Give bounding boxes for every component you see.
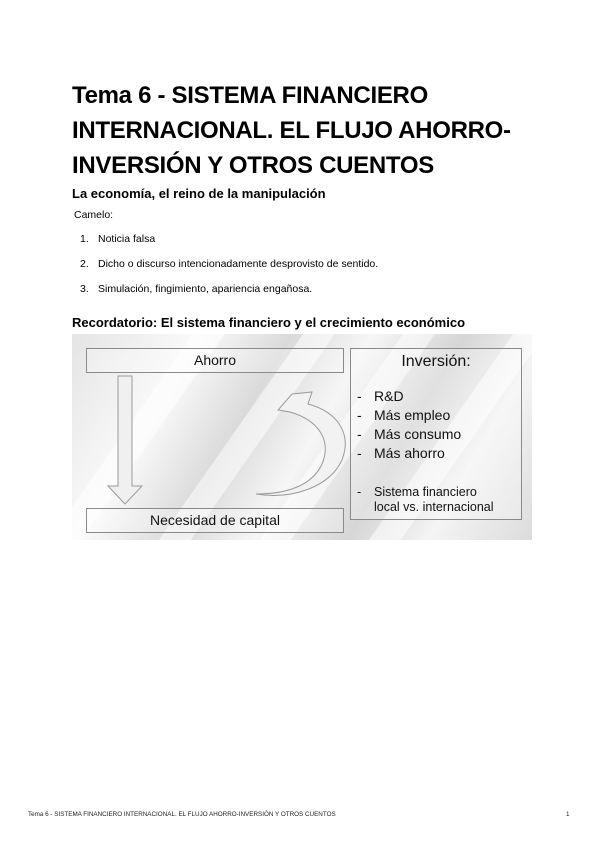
title-line-3: INVERSIÓN Y OTROS CUENTOS	[72, 152, 434, 179]
section-heading-manipulation: La economía, el reino de la manipulación	[72, 186, 326, 201]
list-item	[80, 233, 378, 258]
section-heading-reminder: Recordatorio: El sistema financiero y el crecimiento económico	[72, 315, 466, 330]
title-line-1: Tema 6 - SISTEMA FINANCIERO	[72, 82, 428, 109]
list-item	[357, 388, 461, 407]
footer-title: Tema 6 - SISTEMA FINANCIERO INTERNACIONAL. EL FLUJO AHORRO-INVERSIÓN Y OTROS CUENTOS	[28, 811, 336, 818]
ahorro-box: Ahorro	[86, 348, 344, 373]
list-item	[357, 407, 461, 426]
page-title	[72, 78, 542, 183]
curved-return-arrow-icon	[256, 392, 345, 495]
down-arrow-icon	[108, 376, 142, 504]
list-item	[80, 283, 378, 308]
note-line-1: Sistema financiero	[374, 485, 477, 499]
dash-bullet: -	[357, 445, 362, 461]
savings-investment-diagram	[72, 334, 532, 540]
list-text: Dicho o discurso intencionadamente desprovisto de sentido.	[98, 258, 379, 270]
financial-system-note	[357, 485, 494, 515]
note-line-2: local vs. internacional	[374, 500, 494, 514]
camelo-label: Camelo:	[74, 209, 114, 221]
list-text: Más ahorro	[374, 445, 445, 461]
list-text: Más consumo	[374, 426, 462, 442]
list-item	[357, 426, 461, 445]
list-number: 1.	[80, 233, 89, 245]
dash-bullet: -	[357, 426, 362, 442]
list-item	[80, 258, 378, 283]
list-number: 2.	[80, 258, 89, 270]
necesidad-box: Necesidad de capital	[86, 508, 344, 533]
list-text: Más empleo	[374, 407, 451, 423]
list-item	[357, 445, 461, 464]
list-text: Simulación, fingimiento, apariencia engañosa.	[98, 283, 313, 295]
definition-list	[80, 233, 378, 308]
dash-bullet: -	[357, 407, 362, 423]
list-text: Noticia falsa	[98, 233, 156, 245]
dash-bullet: -	[357, 485, 362, 499]
list-text: R&D	[374, 388, 404, 404]
title-line-2: INTERNACIONAL. EL FLUJO AHORRO-	[72, 117, 511, 144]
inversion-title: Inversión:	[401, 353, 471, 370]
page-number: 1	[566, 811, 570, 818]
dash-bullet: -	[357, 388, 362, 404]
list-number: 3.	[80, 283, 89, 295]
inversion-list	[357, 388, 461, 464]
inversion-box	[350, 348, 522, 520]
